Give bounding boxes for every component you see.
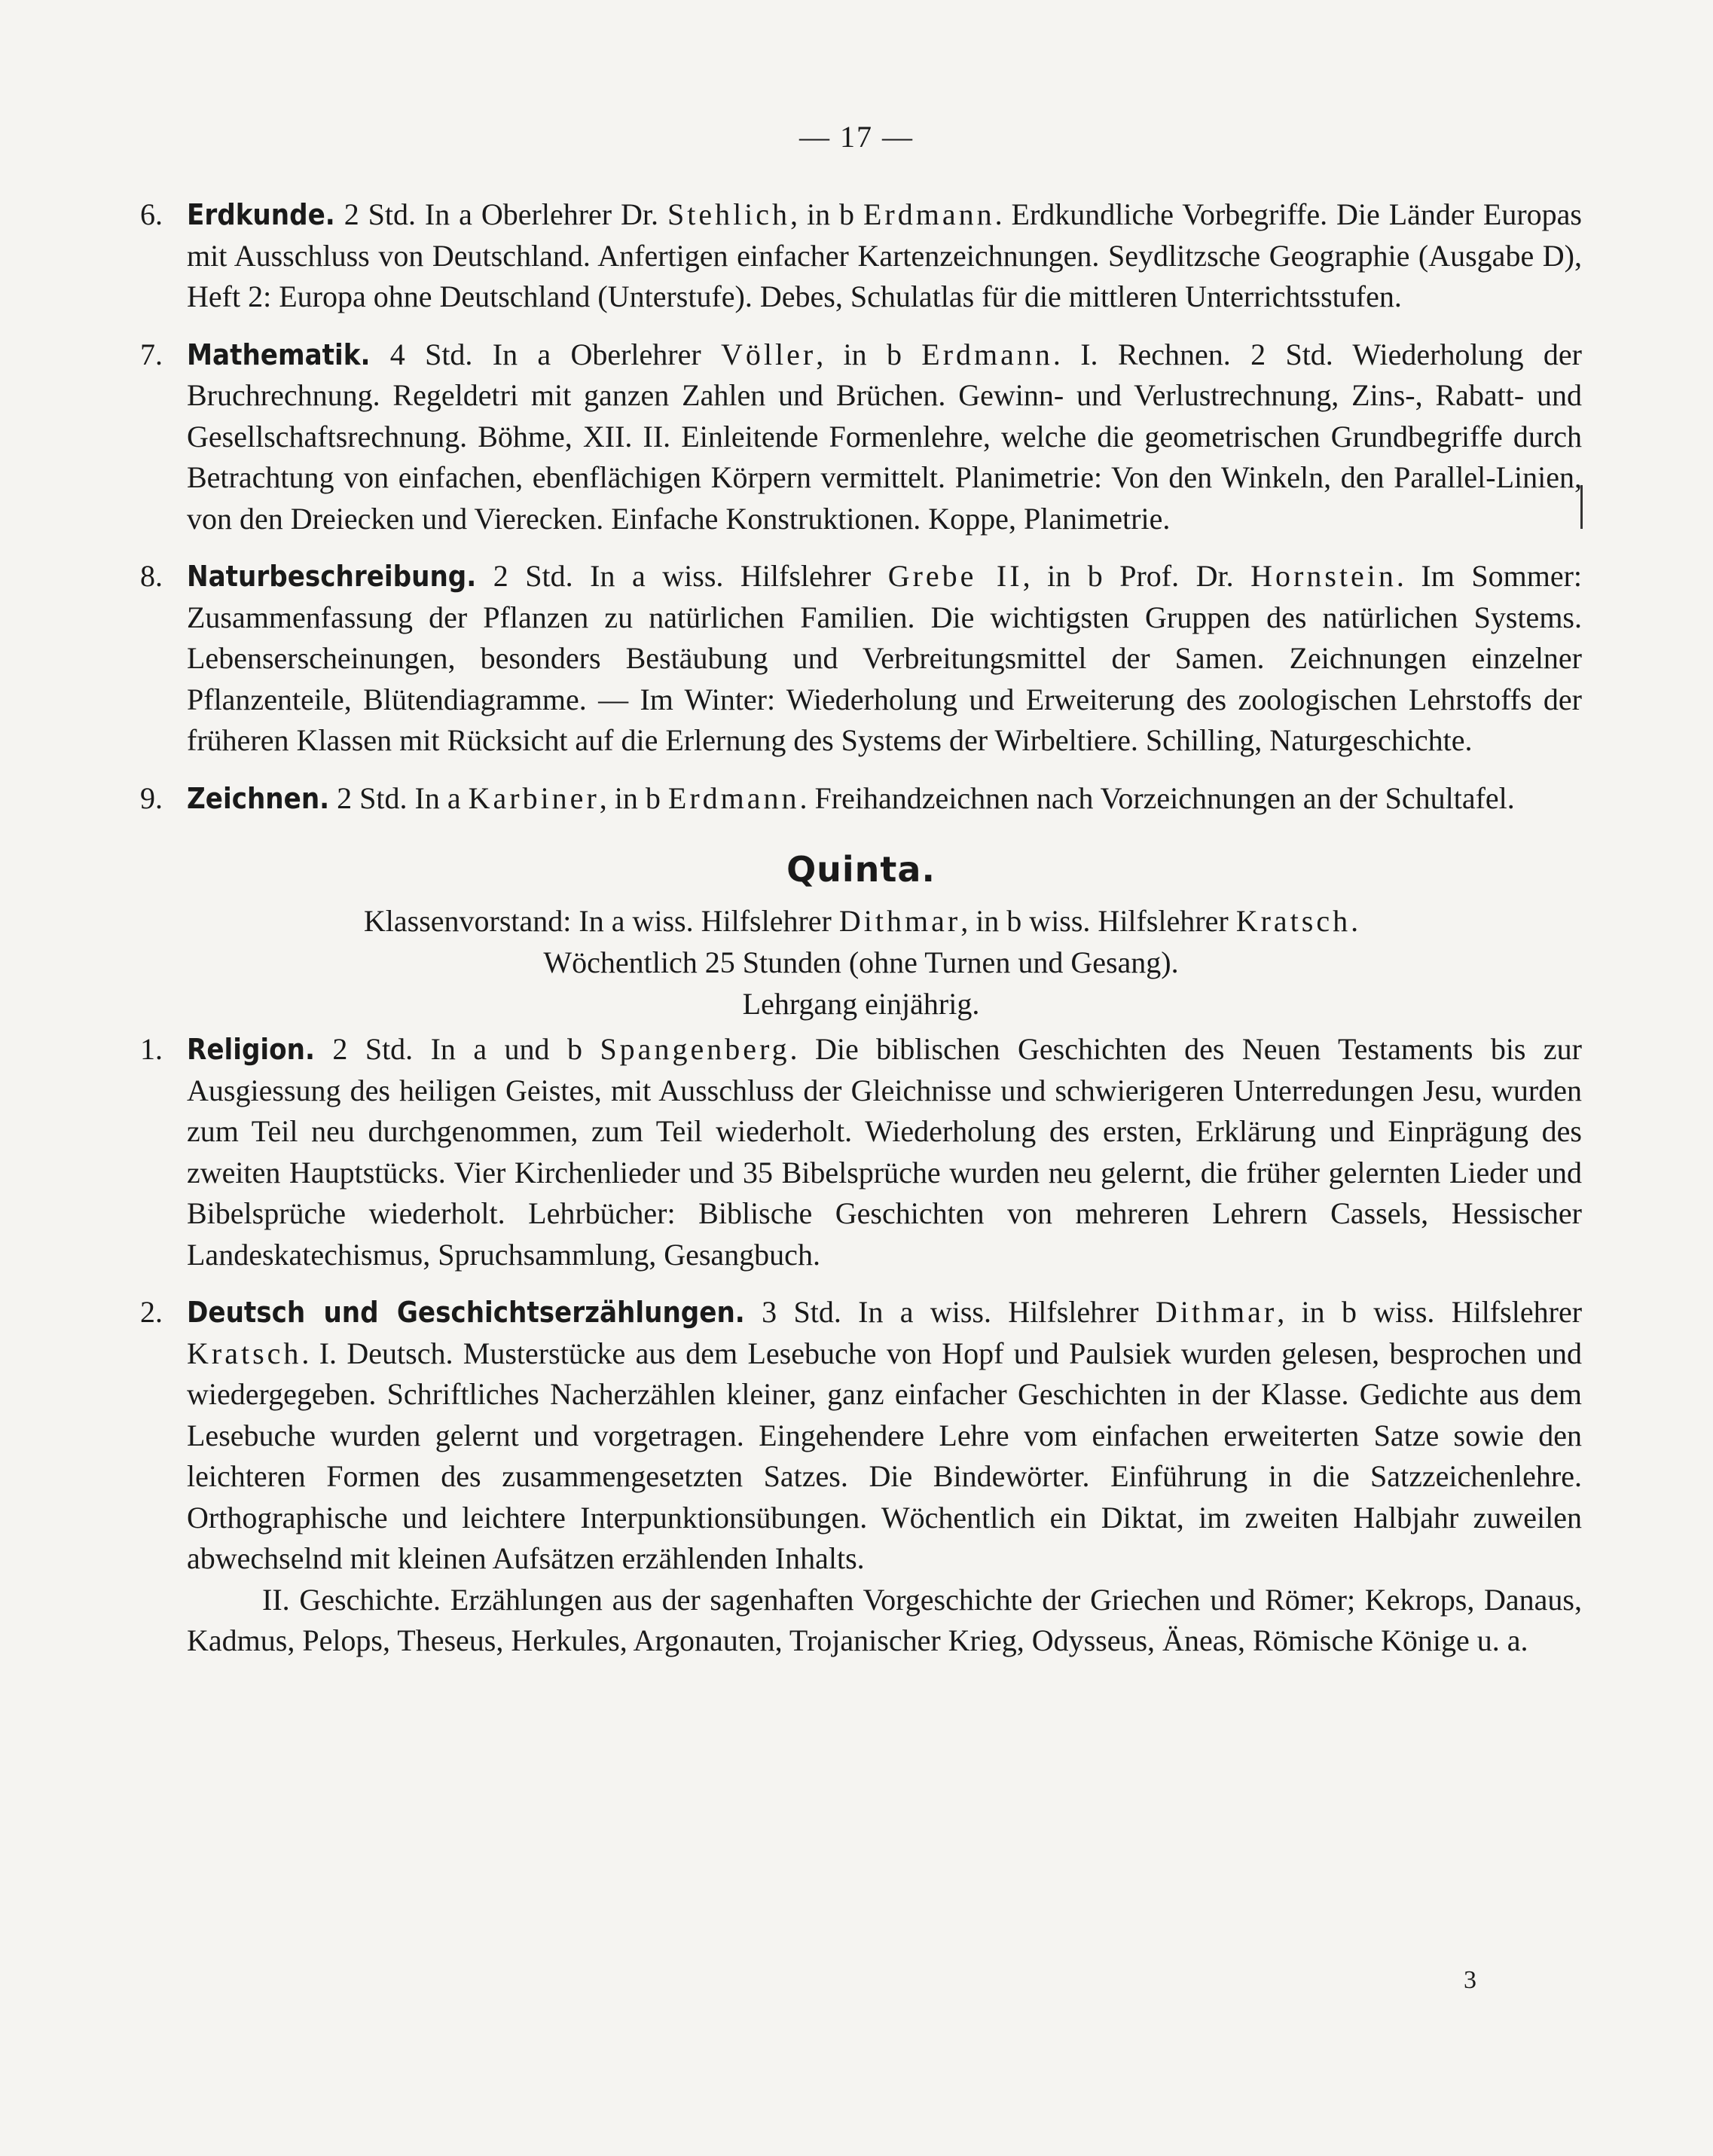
course-duration-line: Lehrgang einjährig.: [742, 987, 980, 1021]
item-text-part: . Die biblischen Geschichten des Neuen Testaments bis zur Ausgiessung des heiligen Geistes, mit Ausschluss der Gleichnisse und schwierigeren Unterredungen Jesu, wurden zum Teil neu durchgenommen, zum Teil wiederholt. Wiederholung des ersten, Erklärung und Einprägung des zweiten Hauptstücks. Vier Kirchenlieder und 35 Bibelsprüche wurden neu gelernt, die früher gelernten Lieder und Bibelsprüche wiederholt. Lehrbücher: Biblische Geschichten von mehreren Lehrern Cassels, Hessischer Landeskatechismus, Spruchsammlung, Gesangbuch.: [187, 1032, 1583, 1272]
item-text-part: 4 Std. In a Oberlehrer: [370, 337, 722, 371]
item-text-part: , in b wiss. Hilfslehrer: [1277, 1295, 1583, 1329]
teacher-name: Völler: [721, 337, 817, 371]
document-body: [140, 194, 1582, 1678]
item-text-part: 2 Std. In a und b: [314, 1032, 600, 1066]
signature-mark: 3: [1464, 1966, 1476, 1994]
teacher-name: Stehlich: [667, 197, 791, 231]
teacher-name: Dithmar: [838, 904, 961, 938]
item-text: [187, 194, 1582, 318]
item-text: [187, 778, 1582, 820]
teacher-name: Grebe II: [887, 559, 1023, 593]
teacher-name: Hornstein: [1250, 559, 1397, 593]
subject-heading: Erdkunde.: [187, 198, 335, 231]
teacher-name: Kratsch: [187, 1336, 302, 1370]
item-text-part: . Im Sommer: Zusammenfassung der Pflanzen zu natürlichen Familien. Die wichtigsten Gruppen des natürlichen Systems. Lebenserscheinungen, besonders Bestäubung und Verbreitungsmittel der Samen. Zeichnungen einzelner Pflanzenteile, Blütendiagramme. — Im Winter: Wiederholung und Erweiterung des zoologischen Lehrstoffs der früheren Klassen mit Rücksicht auf die Erlernung des Systems der Wirbeltiere. Schilling, Naturgeschichte.: [187, 559, 1583, 757]
item-text: [187, 1029, 1582, 1275]
page-number: — 17 —: [799, 120, 914, 154]
subject-item-naturbeschreibung: [140, 556, 1582, 762]
teacher-name: Dithmar: [1155, 1295, 1278, 1329]
item-number: 8.: [140, 559, 163, 593]
item-text: [187, 556, 1582, 762]
item-text-part: 2 Std. In a wiss. Hilfslehrer: [476, 559, 888, 593]
item-text-part: . I. Rechnen. 2 Std. Wiederholung der Bruchrechnung. Regeldetri mit ganzen Zahlen und Brüchen. Gewinn- und Verlustrechnung, Zins-, Rabatt- und Gesellschaftsrechnung. Böhme, XII. II. Einleitende Formenlehre, welche die geometrischen Grundbegriffe durch Betrachtung von einfachen, ebenflächigen Körpern vermittelt. Planimetrie: Von den Winkeln, den Parallel-Linien, von den Dreiecken und Vierecken. Einfache Konstruktionen. Koppe, Planimetrie.: [187, 337, 1582, 536]
item-text-part: , in b Prof. Dr.: [1022, 559, 1251, 593]
subject-item-zeichnen: [140, 778, 1582, 820]
item-text-part: 2 Std. In a: [329, 780, 469, 815]
weekly-hours-line: Wöchentlich 25 Stunden (ohne Turnen und Gesang).: [543, 945, 1179, 979]
item-text-part: , in b: [816, 337, 922, 371]
teacher-name: Karbiner: [468, 780, 600, 815]
item-text-part: , in b: [599, 780, 668, 815]
item-text-part: . Freihandzeichnen nach Vorzeichnungen an der Schultafel.: [799, 780, 1515, 815]
item-text-part: . Erdkundliche Vorbegriffe. Die Länder Europas mit Ausschluss von Deutschland. Anfertigen einfacher Kartenzeichnungen. Seydlitzsche Geographie (Ausgabe D), Heft 2: Europa ohne Deutschland (Unterstufe). Debes, Schulatlas für die mittleren Unterrichtsstufen.: [187, 197, 1582, 313]
subject-item-religion: [140, 1029, 1582, 1275]
item-text-part: 3 Std. In a wiss. Hilfslehrer: [744, 1295, 1156, 1329]
subject-item-erdkunde: [140, 194, 1582, 318]
subject-heading: Naturbeschreibung.: [187, 560, 477, 593]
item-text-part: . I. Deutsch. Musterstücke aus dem Lesebuche von Hopf und Paulsiek wurden gelesen, besprochen und wiedergegeben. Schriftliches Nacherzählen kleiner, ganz einfacher Geschichten in der Klasse. Gedichte aus dem Lesebuche wurden gelernt und vorgetragen. Eingehendere Lehre vom einfachen erweiterten Satze sowie den leichteren Formen des zusammengesetzten Satzes. Die Bindewörter. Einführung in die Satzzeichenlehre. Orthographische und leichtere Interpunktionsübungen. Wöchentlich ein Diktat, im zweiten Halbjahr zuweilen abwechselnd mit kleinen Aufsätzen erzählenden Inhalts.: [187, 1336, 1582, 1575]
item-number: 7.: [140, 337, 163, 371]
subject-item-mathematik: [140, 334, 1582, 540]
history-paragraph: II. Geschichte. Erzählungen aus der sagenhaften Vorgeschichte der Griechen und Römer; Kekrops, Danaus, Kadmus, Pelops, Theseus, Herkules, Argonauten, Trojanischer Krieg, Odysseus, Äneas, Römische Könige u. a.: [187, 1582, 1582, 1657]
item-text-part: 2 Std. In a Oberlehrer Dr.: [334, 197, 667, 231]
item-number: 2.: [140, 1295, 163, 1329]
subject-heading: Mathematik.: [187, 337, 371, 371]
subject-heading: Religion.: [187, 1033, 315, 1066]
teacher-name: Spangenberg: [600, 1032, 790, 1066]
section-title: Quinta.: [786, 849, 936, 890]
item-text-part: , in b: [790, 197, 863, 231]
subject-heading: Zeichnen.: [187, 781, 330, 815]
teacher-name: Kratsch: [1235, 904, 1351, 938]
teacher-name: Erdmann: [667, 780, 800, 815]
class-teacher-text: .: [1351, 904, 1359, 938]
item-number: 9.: [140, 780, 163, 815]
item-number: 1.: [140, 1032, 163, 1066]
teacher-name: Erdmann: [921, 337, 1053, 371]
item-text: [187, 1292, 1582, 1662]
class-teacher-text: Klassenvorstand: In a wiss. Hilfslehrer: [363, 904, 839, 938]
teacher-name: Erdmann: [863, 197, 995, 231]
subject-item-deutsch: [140, 1292, 1582, 1662]
item-number: 6.: [140, 197, 163, 231]
item-text: [187, 334, 1582, 540]
subject-heading: Deutsch und Geschichtserzählungen.: [187, 1296, 745, 1329]
class-teacher-text: , in b wiss. Hilfslehrer: [960, 904, 1236, 938]
class-teacher-line: [140, 900, 1582, 942]
